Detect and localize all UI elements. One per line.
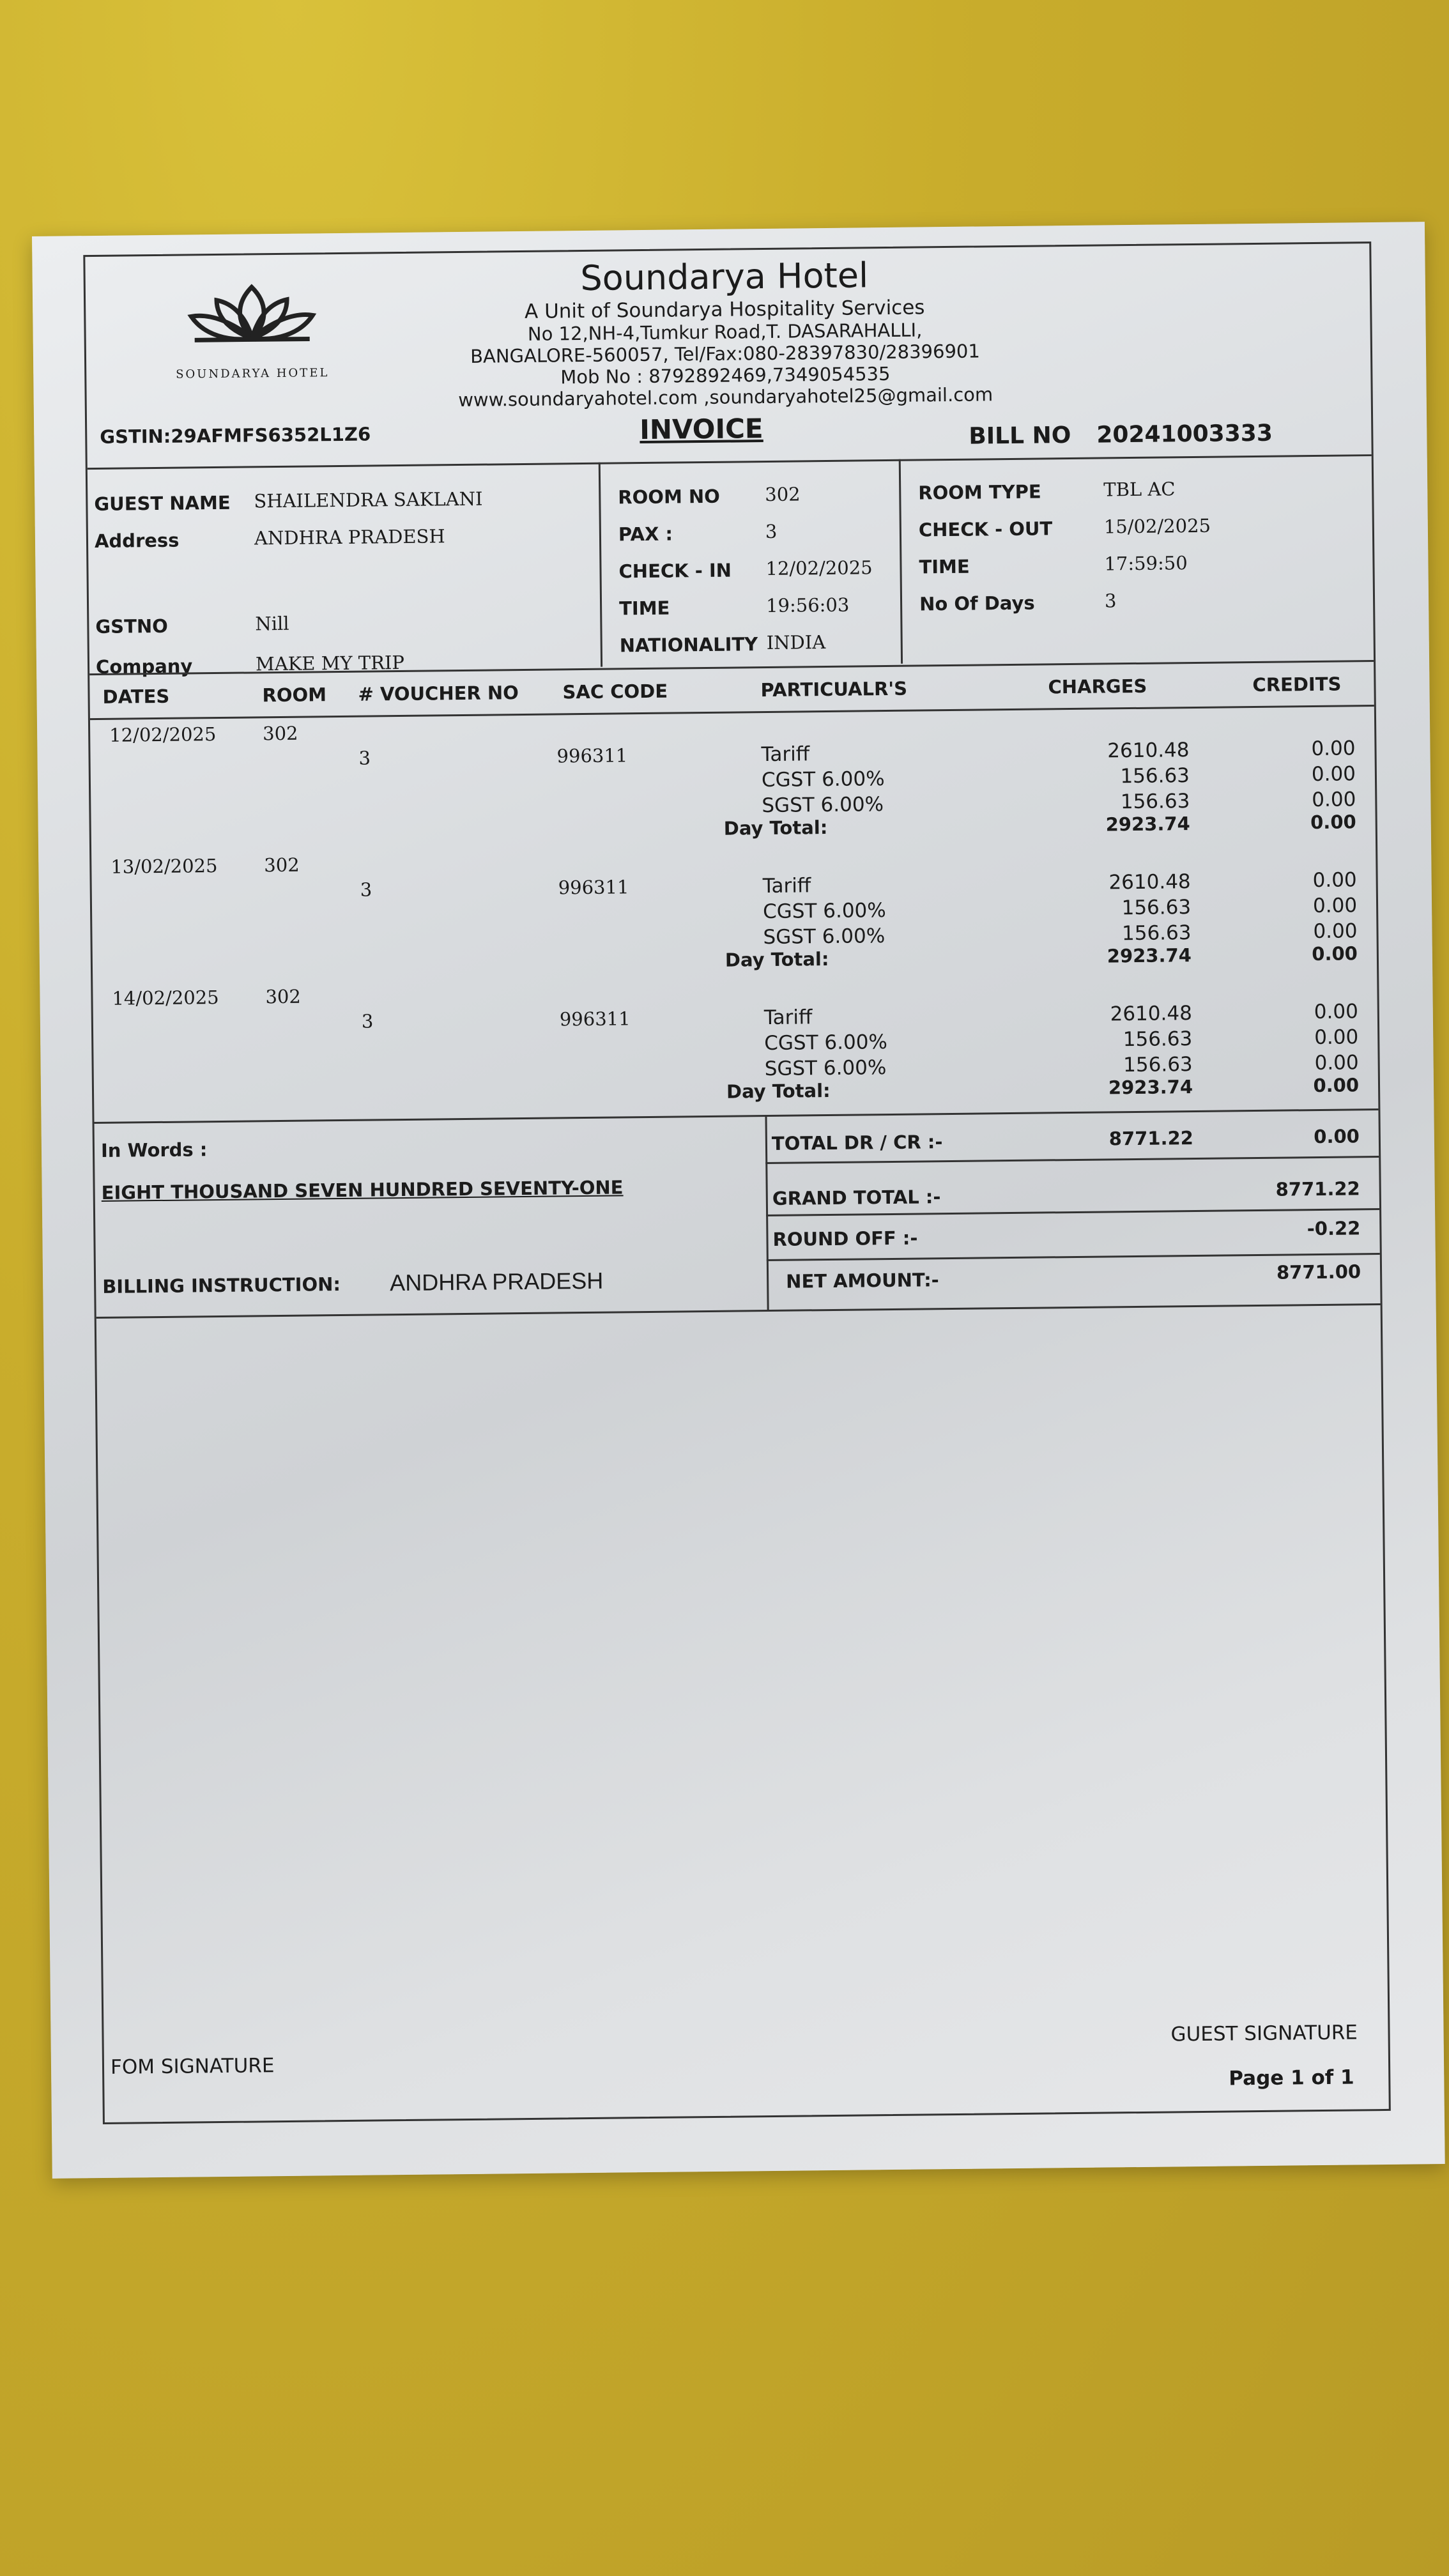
row-particular: SGST 6.00% [763,924,885,949]
nationality-label: NATIONALITY [619,633,758,657]
hotel-address-2: BANGALORE-560057, Tel/Fax:080-28397830/28396901 [470,340,981,367]
lotus-logo-icon [156,280,348,358]
day-total-charge: 2923.74 [1108,1076,1193,1099]
total-cr: 0.00 [1314,1125,1360,1148]
day-total-label: Day Total: [723,816,828,839]
col-charges: CHARGES [1048,675,1147,698]
row-room: 302 [265,985,302,1008]
row-charge: 156.63 [1121,921,1192,946]
row-charge: 156.63 [1123,1027,1193,1052]
row-date: 13/02/2025 [111,855,218,878]
page-number: Page 1 of 1 [1229,2066,1354,2090]
hotel-mobile: Mob No : 8792892469,7349054535 [560,362,891,388]
invoice-paper [32,222,1445,2179]
row-particular: CGST 6.00% [764,1031,888,1055]
round-off: -0.22 [1307,1217,1361,1240]
row-charge: 156.63 [1123,1053,1193,1077]
row-particular: CGST 6.00% [761,767,885,792]
checkout-date: 15/02/2025 [1103,514,1211,538]
row-voucher: 3 [358,747,371,769]
pax-label: PAX : [618,523,673,546]
pax: 3 [765,520,778,543]
row-date: 12/02/2025 [109,723,217,746]
row-particular: CGST 6.00% [762,899,886,924]
row-particular: SGST 6.00% [762,793,884,818]
day-total-credit: 0.00 [1313,1074,1360,1097]
col-sac: SAC CODE [562,680,668,703]
gstin: GSTIN:29AFMFS6352L1Z6 [100,423,371,448]
col-particulars: PARTICUALR'S [760,677,908,702]
row-room: 302 [262,722,298,745]
day-total-credit: 0.00 [1310,811,1356,834]
row-charge: 156.63 [1121,896,1192,920]
row-charge: 2610.48 [1110,1002,1193,1026]
room-type-label: ROOM TYPE [918,480,1041,504]
bill-no-label: BILL NO [969,422,1071,450]
col-dates: DATES [102,685,170,708]
in-words-label: In Words : [100,1138,208,1162]
row-credit: 0.00 [1311,737,1356,761]
guest-signature: GUEST SIGNATURE [1170,2021,1358,2046]
row-sac-code: 996311 [556,744,628,767]
row-charge: 156.63 [1120,790,1190,814]
row-sac-code: 996311 [558,876,629,899]
total-dr-cr-label: TOTAL DR / CR :- [771,1131,943,1154]
address-label: Address [94,529,180,552]
days: 3 [1104,590,1117,612]
round-off-label: ROUND OFF :- [772,1227,918,1250]
checkin-label: CHECK - IN [618,559,732,583]
row-sac-code: 996311 [559,1008,631,1031]
room-no: 302 [765,483,801,506]
billing-instruction: ANDHRA PRADESH [389,1267,604,1296]
guest-name: SHAILENDRA SAKLANI [254,487,483,512]
day-total-charge: 2923.74 [1105,813,1190,836]
checkout-time: 17:59:50 [1104,552,1188,575]
guest-address: ANDHRA PRADESH [254,525,445,549]
in-words: EIGHT THOUSAND SEVEN HUNDRED SEVENTY-ONE [101,1176,624,1204]
day-total-charge: 2923.74 [1107,944,1192,967]
company-label: Company [95,655,193,678]
row-credit: 0.00 [1311,762,1356,786]
row-particular: Tariff [763,1006,813,1030]
net-amount-label: NET AMOUNT:- [786,1269,939,1292]
invoice-frame [83,241,1391,2124]
total-dr: 8771.22 [1108,1127,1194,1150]
row-room: 302 [264,854,300,877]
col-room: ROOM [262,684,327,707]
nationality: INDIA [766,631,826,654]
col-credits: CREDITS [1252,673,1342,696]
row-credit: 0.00 [1314,1000,1359,1024]
day-total-label: Day Total: [724,947,829,971]
row-credit: 0.00 [1314,1025,1359,1050]
guest-name-label: GUEST NAME [94,491,231,516]
row-voucher: 3 [361,1010,374,1032]
days-label: No Of Days [919,592,1035,615]
gstno: Nill [255,612,289,635]
row-charge: 156.63 [1120,764,1190,788]
hotel-unit: A Unit of Soundarya Hospitality Services [524,296,925,323]
row-date: 14/02/2025 [112,986,219,1009]
row-charge: 2610.48 [1107,739,1190,763]
hotel-name: Soundarya Hotel [580,255,869,299]
grand-total-label: GRAND TOTAL :- [772,1186,941,1209]
gstno-label: GSTNO [95,615,168,638]
logo-text: SOUNDARYA HOTEL [176,366,330,381]
bill-no: 20241003333 [1096,420,1273,448]
invoice-title: INVOICE [639,413,763,446]
row-credit: 0.00 [1313,919,1358,944]
day-total-credit: 0.00 [1312,942,1358,965]
day-total-label: Day Total: [726,1079,831,1103]
row-charge: 2610.48 [1108,870,1191,894]
grand-total: 8771.22 [1275,1177,1360,1200]
checkin-time-label: TIME [618,597,670,620]
billing-instruction-label: BILLING INSTRUCTION: [102,1273,341,1298]
row-particular: SGST 6.00% [764,1056,887,1081]
net-amount: 8771.00 [1276,1261,1361,1284]
checkin-date: 12/02/2025 [765,556,873,580]
hotel-address-1: No 12,NH-4,Tumkur Road,T. DASARAHALLI, [527,319,923,345]
row-particular: Tariff [762,874,811,898]
row-credit: 0.00 [1312,868,1357,893]
room-no-label: ROOM NO [618,485,721,509]
col-voucher: # VOUCHER NO [358,682,519,705]
hotel-web: www.soundaryahotel.com ,soundaryahotel25@gmail.com [458,383,993,411]
row-particular: Tariff [761,742,810,767]
checkin-time: 19:56:03 [765,594,850,617]
row-credit: 0.00 [1314,1051,1359,1075]
row-voucher: 3 [360,878,372,901]
fom-signature: FOM SIGNATURE [110,2054,275,2079]
company: MAKE MY TRIP [255,651,405,675]
room-type: TBL AC [1103,478,1176,501]
checkout-time-label: TIME [919,555,970,578]
row-credit: 0.00 [1312,788,1356,812]
checkout-label: CHECK - OUT [918,518,1053,541]
row-credit: 0.00 [1312,894,1358,918]
